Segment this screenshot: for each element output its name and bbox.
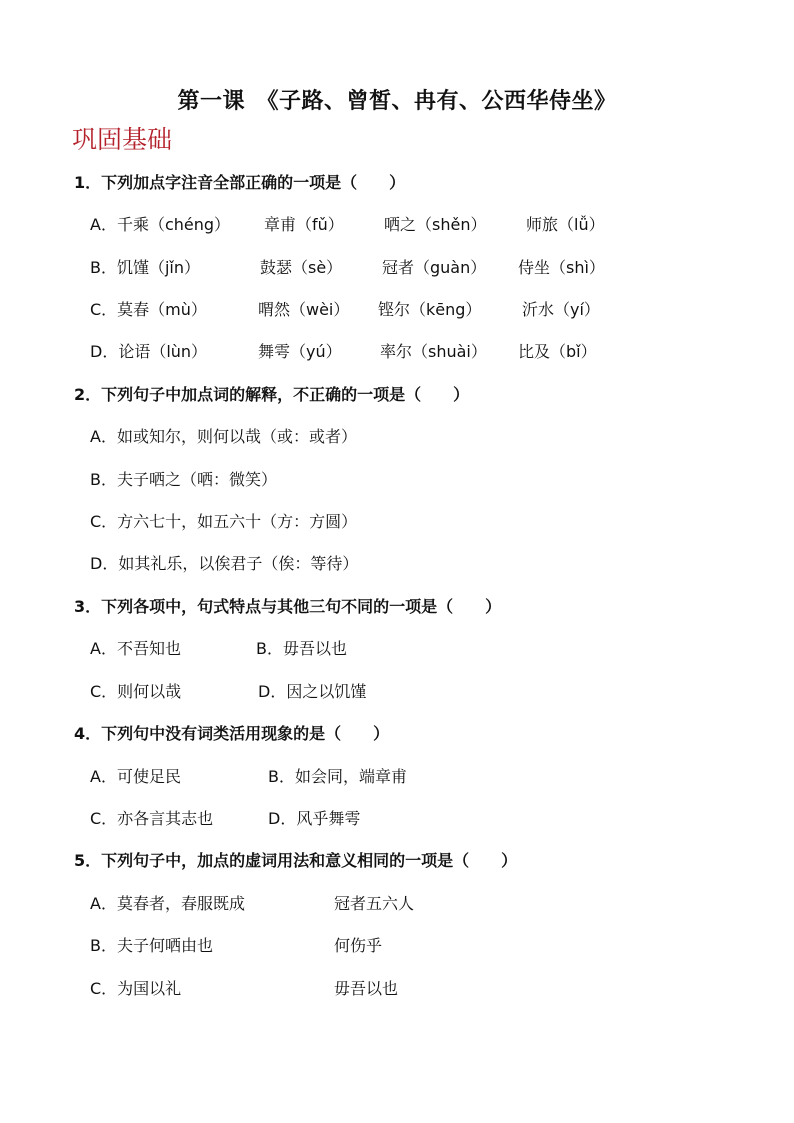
q2-option-d bbox=[90, 551, 359, 575]
q1-a-item-3: 哂之（shěn） bbox=[384, 215, 487, 234]
q1-d-item-3: 率尔（shuài） bbox=[380, 342, 487, 361]
q3-option-row-1 bbox=[90, 636, 347, 660]
q4-a-text: A．可使足民 bbox=[90, 767, 181, 786]
question-1-stem: 1．下列加点字注音全部正确的一项是（ ） bbox=[74, 173, 406, 192]
q4-c-text: C．亦各言其志也 bbox=[90, 809, 214, 828]
q1-b-item-3: 冠者（guàn） bbox=[382, 258, 487, 277]
q1-option-row-c bbox=[90, 297, 600, 321]
q4-option-row-1 bbox=[90, 764, 407, 788]
q2-option-c bbox=[90, 509, 358, 533]
q1-a-item-4: 师旅（lǚ） bbox=[526, 215, 605, 234]
q5-c-sentence-2: 毋吾以也 bbox=[334, 979, 399, 998]
q1-c-item-4: 沂水（yí） bbox=[522, 300, 600, 319]
q1-b-item-2: 鼓瑟（sè） bbox=[260, 258, 343, 277]
q4-option-row-2 bbox=[90, 806, 361, 830]
q5-a-sentence-1: A．莫春者，春服既成 bbox=[90, 894, 245, 913]
q5-c-sentence-1: C．为国以礼 bbox=[90, 979, 182, 998]
q1-d-item-2: 舞雩（yú） bbox=[258, 342, 342, 361]
q5-b-sentence-1: B．夫子何哂由也 bbox=[90, 936, 213, 955]
q3-c-text: C．则何以哉 bbox=[90, 682, 182, 701]
q5-option-row-a bbox=[90, 891, 415, 915]
q1-b-item-1: B．饥馑（jǐn） bbox=[90, 258, 201, 277]
q1-d-item-1: D．论语（lùn） bbox=[90, 342, 208, 361]
question-4-stem: 4．下列句中没有词类活用现象的是（ ） bbox=[74, 724, 390, 743]
q4-b-text: B．如会同，端章甫 bbox=[268, 767, 407, 786]
q5-a-sentence-2: 冠者五六人 bbox=[334, 894, 415, 913]
q4-d-text: D．风乎舞雩 bbox=[268, 809, 361, 828]
q1-option-row-d bbox=[90, 339, 597, 363]
q5-option-row-c bbox=[90, 976, 399, 1000]
question-2-stem: 2．下列句子中加点词的解释，不正确的一项是（ ） bbox=[74, 385, 470, 404]
q5-b-sentence-2: 何伤乎 bbox=[334, 936, 383, 955]
q1-c-item-2: 喟然（wèi） bbox=[258, 300, 350, 319]
q1-d-item-4: 比及（bǐ） bbox=[518, 342, 597, 361]
q1-option-row-b bbox=[90, 255, 605, 279]
q1-c-item-1: C．莫春（mù） bbox=[90, 300, 207, 319]
q2-d-text: D．如其礼乐，以俟君子（俟：等待） bbox=[90, 554, 359, 573]
q3-option-row-2 bbox=[90, 679, 367, 703]
q3-d-text: D．因之以饥馑 bbox=[258, 682, 367, 701]
q5-option-row-b bbox=[90, 933, 383, 957]
q1-a-item-2: 章甫（fǔ） bbox=[264, 215, 344, 234]
question-3-stem: 3．下列各项中，句式特点与其他三句不同的一项是（ ） bbox=[74, 597, 502, 616]
q3-b-text: B．毋吾以也 bbox=[256, 639, 347, 658]
q2-b-text: B．夫子哂之（哂：微笑） bbox=[90, 470, 277, 489]
q1-b-item-4: 侍坐（shì） bbox=[518, 258, 605, 277]
page-title: 第一课 《子路、曾皙、冉有、公西华侍坐》 bbox=[177, 89, 617, 114]
q3-a-text: A．不吾知也 bbox=[90, 639, 181, 658]
q1-c-item-3: 铿尔（kēng） bbox=[378, 300, 482, 319]
q2-a-text: A．如或知尔，则何以哉（或：或者） bbox=[90, 427, 357, 446]
q1-option-row-a bbox=[90, 212, 605, 236]
q2-option-a bbox=[90, 424, 357, 448]
q2-option-b bbox=[90, 467, 277, 491]
q2-c-text: C．方六七十，如五六十（方：方圆） bbox=[90, 512, 358, 531]
q1-a-item-1: A．千乘（chéng） bbox=[90, 215, 231, 234]
question-5-stem: 5．下列句子中，加点的虚词用法和意义相同的一项是（ ） bbox=[74, 851, 518, 870]
section-heading: 巩固基础 bbox=[72, 125, 173, 154]
